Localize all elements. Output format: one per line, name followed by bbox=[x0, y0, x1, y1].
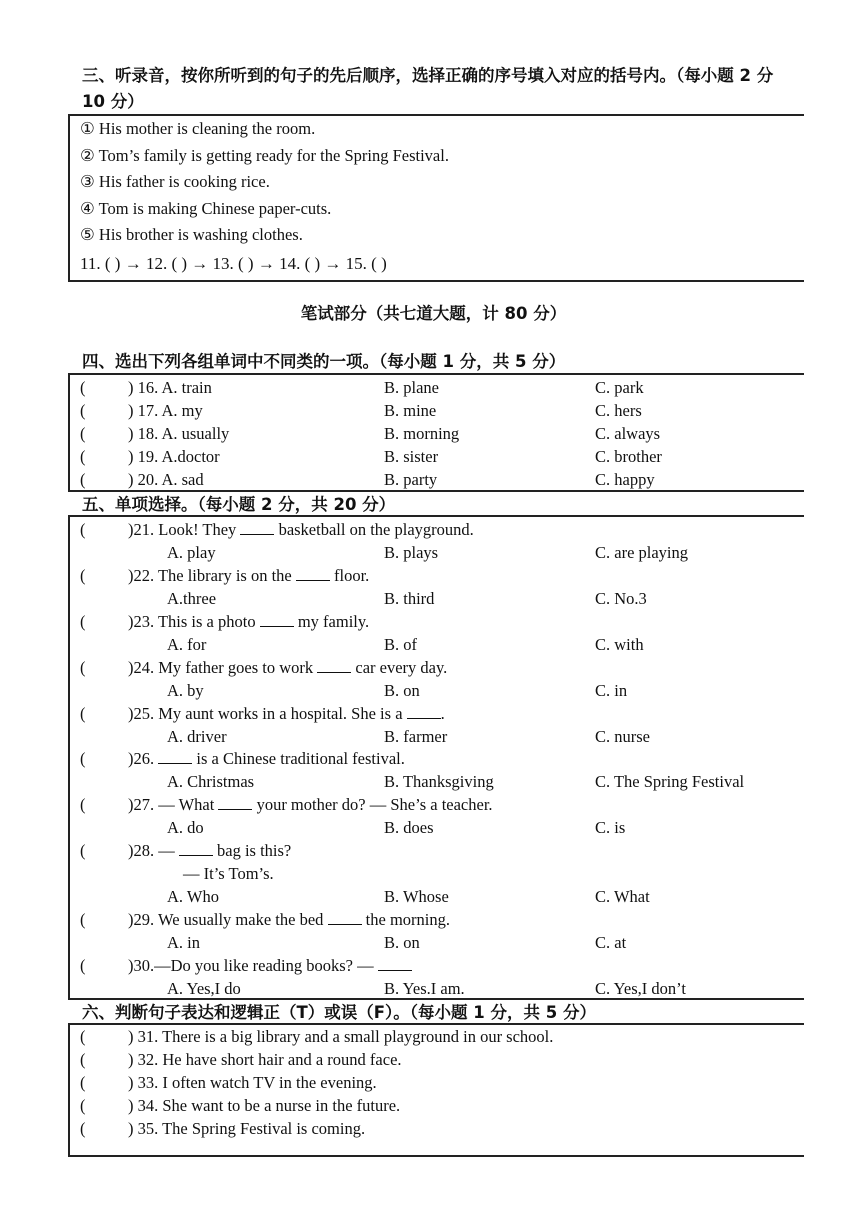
fill-blank bbox=[328, 923, 362, 925]
fill-blank bbox=[296, 579, 330, 581]
choice-c[interactable]: C. is bbox=[595, 818, 626, 837]
fill-blank bbox=[179, 854, 213, 856]
choice-c[interactable]: C. What bbox=[595, 887, 650, 906]
answer-paren[interactable]: ( bbox=[80, 1096, 86, 1115]
listening-sentence-1: ① His mother is cleaning the room. bbox=[80, 119, 316, 138]
fill-blank bbox=[260, 625, 294, 627]
answer-paren[interactable]: ( bbox=[80, 447, 86, 466]
question-stem: )26. is a Chinese traditional festival. bbox=[128, 749, 405, 768]
question-stem: )21. Look! They basketball on the playground. bbox=[128, 520, 474, 539]
choice-c[interactable]: C. at bbox=[595, 933, 627, 952]
choice-a[interactable]: A. do bbox=[167, 818, 204, 837]
judgement-statement: ) 35. The Spring Festival is coming. bbox=[128, 1119, 366, 1138]
choice-c[interactable]: C. in bbox=[595, 681, 628, 700]
word-option-b: B. plane bbox=[384, 378, 439, 397]
choice-b[interactable]: B. farmer bbox=[384, 727, 448, 746]
question-response: — It’s Tom’s. bbox=[183, 864, 274, 883]
answer-paren[interactable]: ( bbox=[80, 401, 86, 420]
question-stem: )22. The library is on the floor. bbox=[128, 566, 370, 585]
choice-b[interactable]: B. of bbox=[384, 635, 417, 654]
question-stem: )30.—Do you like reading books? — bbox=[128, 955, 412, 977]
question-stem: )27. — What your mother do? — She’s a teacher. bbox=[128, 795, 493, 814]
listening-sentence-3: ③ His father is cooking rice. bbox=[80, 172, 270, 191]
answer-paren[interactable]: ( bbox=[80, 1027, 86, 1046]
choice-b[interactable]: B. Thanksgiving bbox=[384, 772, 494, 791]
listening-sentence-2: ② Tom’s family is getting ready for the Spring Festival. bbox=[80, 146, 449, 165]
choice-c[interactable]: C. nurse bbox=[595, 727, 650, 746]
word-option-b: B. party bbox=[384, 470, 438, 489]
choice-a[interactable]: A.three bbox=[167, 589, 217, 608]
choice-a[interactable]: A. for bbox=[167, 635, 207, 654]
question-stem: )25. My aunt works in a hospital. She is a . bbox=[128, 704, 445, 723]
choice-b[interactable]: B. Yes.I am. bbox=[384, 979, 465, 998]
choice-b[interactable]: B. plays bbox=[384, 543, 439, 562]
section5-title: 五、单项选择。（每小题 2 分，共 20 分） bbox=[82, 495, 396, 514]
section6-title: 六、判断句子表达和逻辑正（T）或误（F）。（每小题 1 分，共 5 分） bbox=[82, 1003, 596, 1022]
answer-paren[interactable]: ( bbox=[80, 566, 86, 585]
fill-blank bbox=[218, 808, 252, 810]
word-option-c: C. hers bbox=[595, 401, 642, 420]
choice-c[interactable]: C. are playing bbox=[595, 543, 689, 562]
word-option-b: B. mine bbox=[384, 401, 437, 420]
section4-title: 四、选出下列各组单词中不同类的一项。（每小题 1 分，共 5 分） bbox=[82, 352, 566, 371]
choice-c[interactable]: C. No.3 bbox=[595, 589, 647, 608]
fill-blank bbox=[317, 671, 351, 673]
choice-c[interactable]: C. Yes,I don’t bbox=[595, 979, 686, 998]
word-option-c: C. always bbox=[595, 424, 661, 443]
written-part-title: 笔试部分（共七道大题，计 80 分） bbox=[300, 304, 567, 323]
choice-b[interactable]: B. third bbox=[384, 589, 435, 608]
choice-a[interactable]: A. driver bbox=[167, 727, 227, 746]
answer-paren[interactable]: ( bbox=[80, 658, 86, 677]
listening-sentence-5: ⑤ His brother is washing clothes. bbox=[80, 225, 303, 244]
answer-paren[interactable]: ( bbox=[80, 612, 86, 631]
question-stem: )23. This is a photo my family. bbox=[128, 612, 370, 631]
answer-paren[interactable]: ( bbox=[80, 520, 86, 539]
answer-paren[interactable]: ( bbox=[80, 1050, 86, 1069]
word-option-a: ) 17. A. my bbox=[128, 401, 203, 420]
question-stem: )24. My father goes to work car every day. bbox=[128, 658, 448, 677]
word-option-b: B. sister bbox=[384, 447, 439, 466]
choice-b[interactable]: B. on bbox=[384, 681, 420, 700]
choice-a[interactable]: A. Who bbox=[167, 887, 219, 906]
answer-paren[interactable]: ( bbox=[80, 795, 86, 814]
choice-a[interactable]: A. Yes,I do bbox=[167, 979, 241, 998]
word-option-a: ) 20. A. sad bbox=[128, 470, 204, 489]
answer-paren[interactable]: ( bbox=[80, 378, 86, 397]
answer-paren[interactable]: ( bbox=[80, 956, 86, 975]
answer-paren[interactable]: ( bbox=[80, 704, 86, 723]
question-stem: )28. — bag is this? bbox=[128, 841, 292, 860]
choice-a[interactable]: A. play bbox=[167, 543, 216, 562]
answer-paren[interactable]: ( bbox=[80, 470, 86, 489]
answer-order-line[interactable]: 11. ( ) → 12. ( ) → 13. ( ) → 14. ( ) → 15. ( ) bbox=[80, 254, 387, 273]
choice-c[interactable]: C. The Spring Festival bbox=[595, 772, 745, 791]
word-option-b: B. morning bbox=[384, 424, 460, 443]
word-option-a: ) 18. A. usually bbox=[128, 424, 230, 443]
judgement-statement: ) 31. There is a big library and a small playground in our school. bbox=[128, 1027, 554, 1046]
fill-blank bbox=[378, 969, 412, 971]
listening-sentence-4: ④ Tom is making Chinese paper-cuts. bbox=[80, 199, 332, 218]
fill-blank bbox=[158, 762, 192, 764]
choice-a[interactable]: A. Christmas bbox=[167, 772, 255, 791]
choice-b[interactable]: B. Whose bbox=[384, 887, 449, 906]
choice-b[interactable]: B. does bbox=[384, 818, 434, 837]
fill-blank bbox=[240, 533, 274, 535]
choice-c[interactable]: C. with bbox=[595, 635, 644, 654]
judgement-statement: ) 32. He have short hair and a round face. bbox=[128, 1050, 402, 1069]
answer-paren[interactable]: ( bbox=[80, 841, 86, 860]
judgement-statement: ) 33. I often watch TV in the evening. bbox=[128, 1073, 377, 1092]
choice-a[interactable]: A. in bbox=[167, 933, 200, 952]
choice-a[interactable]: A. by bbox=[167, 681, 204, 700]
question-stem: )29. We usually make the bed the morning. bbox=[128, 910, 450, 929]
word-option-a: ) 19. A.doctor bbox=[128, 447, 220, 466]
answer-paren[interactable]: ( bbox=[80, 1073, 86, 1092]
answer-paren[interactable]: ( bbox=[80, 910, 86, 929]
word-option-c: C. park bbox=[595, 378, 644, 397]
fill-blank bbox=[407, 717, 441, 719]
word-option-a: ) 16. A. train bbox=[128, 378, 212, 397]
answer-paren[interactable]: ( bbox=[80, 1119, 86, 1138]
choice-b[interactable]: B. on bbox=[384, 933, 420, 952]
section3-title-line1: 三、听录音，按你所听到的句子的先后顺序，选择正确的序号填入对应的括号内。（每小题 2 分 bbox=[82, 66, 774, 85]
answer-paren[interactable]: ( bbox=[80, 424, 86, 443]
word-option-c: C. brother bbox=[595, 447, 662, 466]
judgement-statement: ) 34. She want to be a nurse in the future. bbox=[128, 1096, 401, 1115]
answer-paren[interactable]: ( bbox=[80, 749, 86, 768]
word-option-c: C. happy bbox=[595, 470, 655, 489]
section3-title-line2: 10 分） bbox=[82, 92, 144, 111]
